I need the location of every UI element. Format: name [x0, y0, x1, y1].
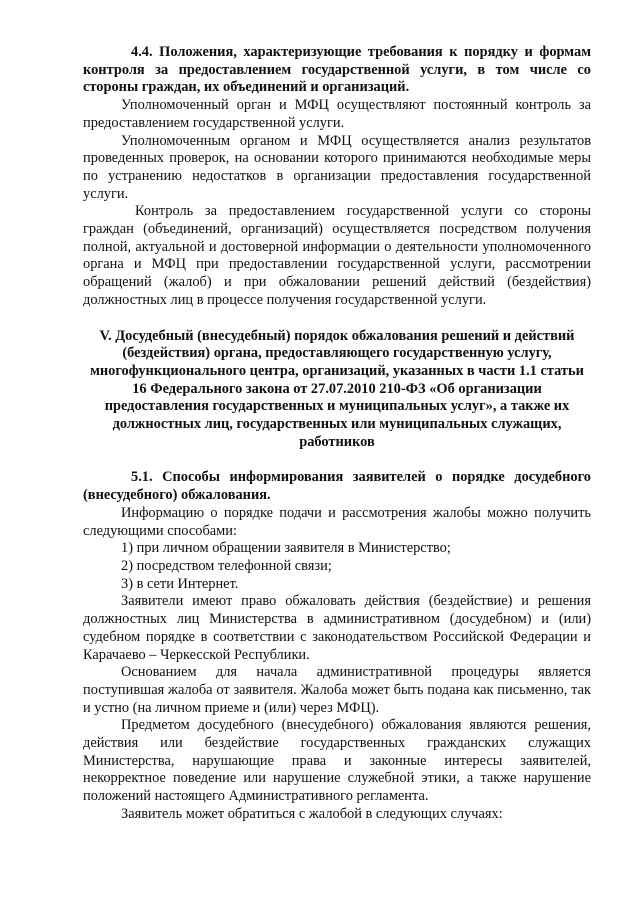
section-5-1-heading: 5.1. Способы информирования заявителей о порядке досудебного (внесудебного) обжалования. [83, 469, 591, 504]
list-item: 3) в сети Интернет. [121, 575, 239, 592]
list-item: 1) при личном обращении заявителя в Министерство; [121, 540, 451, 557]
document-body [83, 44, 591, 824]
section-5-1-paragraph-1: Информацию о порядке подачи и рассмотрения жалобы можно получить следующими способами: [83, 504, 591, 539]
section-4-4-paragraph-1: Уполномоченный орган и МФЦ осуществляют постоянный контроль за предоставлением государственной услуги. [83, 97, 591, 131]
section-4-4-paragraph-3: Контроль за предоставлением государственной услуги со стороны граждан (объединений, организаций) осуществляется посредством получения полной, актуальной и достоверной информации о деятельности уполномоченного органа и МФЦ при предоставлении государственной услуги, рассмотрении обращений (жалоб) и при обжаловании решений действий (бездействия) должностных лиц в процессе получения государственной услуги. [83, 203, 591, 308]
section-5-1-paragraph-3: Основанием для начала административной процедуры является поступившая жалоба от заявителя. Жалоба может быть подана как письменно, так и устно (на личном приеме и (или) через МФЦ). [83, 664, 591, 716]
section-5-1-paragraph-2: Заявители имеют право обжаловать действия (бездействие) и решения должностных лиц Министерства в административном (досудебном) и (или) судебном порядке в соответствии с законодательством Российской Федерации и Карачаево – Черкесской Республики. [83, 593, 591, 663]
section-4-4-heading: 4.4. Положения, характеризующие требования к порядку и формам контроля за предоставлением государственной услуги, в том числе со стороны граждан, их объединений и организаций. [83, 44, 591, 96]
section-4-4-paragraph-2: Уполномоченным органом и МФЦ осуществляется анализ результатов проведенных проверок, на основании которого принимаются необходимые меры по устранению недостатков в организации предоставления государственной услуги. [83, 132, 591, 202]
section-5-1-paragraph-4: Предметом досудебного (внесудебного) обжалования являются решения, действия или бездействие государственных гражданских служащих Министерства, нарушающие права и законные интересы заявителей, некорректное поведение или нарушение служебной этики, а также нарушение положений настоящего Административного регламента. [83, 717, 591, 805]
section-5-title: V. Досудебный (внесудебный) порядок обжалования решений и действий (бездействия) органа, предоставляющего государственную услугу, многофункционального центра, организаций, указанных в части 1.1 статьи 16 Федерального закона от 27.07.2010 210-ФЗ «Об организации предоставления государственных и муниципальных услуг», а также их должностных лиц, государственных или муниципальных служащих, работников [90, 327, 584, 450]
section-5-1-paragraph-5: Заявитель может обратиться с жалобой в следующих случаях: [121, 805, 503, 822]
list-item: 2) посредством телефонной связи; [121, 557, 332, 574]
